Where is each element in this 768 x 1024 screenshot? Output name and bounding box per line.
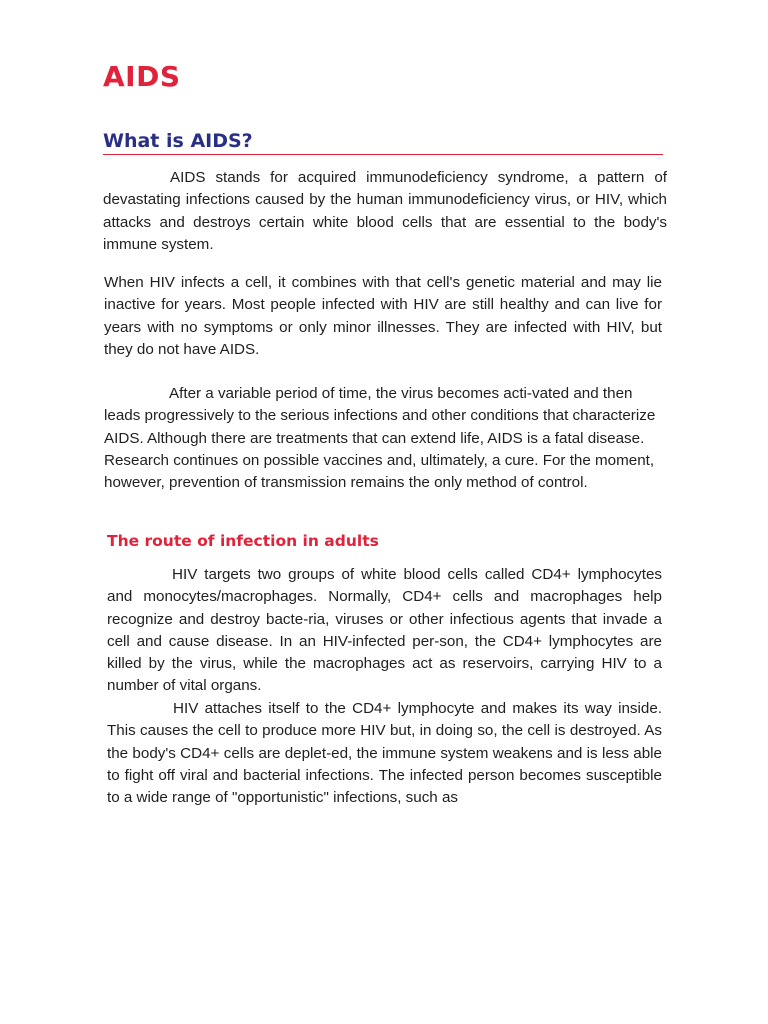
subsection-heading-route-of-infection: The route of infection in adults (107, 532, 379, 550)
paragraph-latency: When HIV infects a cell, it combines with that cell's genetic material and may lie inactive for years. Most people infected with HIV are still healthy and can live for years with no symptoms or only minor illnesses. They are infected with HIV, but they do not have AIDS. (104, 274, 662, 358)
paragraph-target-cells: HIV targets two groups of white blood cells called CD4+ lymphocytes and monocytes/macrophages. Normally, CD4+ cells and macrophages help recognize and destroy bacte-ria, viruses or other infectious agents that invade a cell and cause disease. In an HIV-infected per-son, the CD4+ lymphocytes are killed by the virus, while the macrophages act as reservoirs, carrying HIV to a number of vital organs. (107, 566, 662, 695)
paragraph-definition: AIDS stands for acquired immunodeficiency syndrome, a pattern of devastating infections caused by the human immunodeficiency virus, or HIV, which attacks and destroys certain white blood cells that are essential to the body's immune system. (103, 169, 667, 253)
paragraph-cell-destruction: HIV attaches itself to the CD4+ lymphocyte and makes its way inside. This causes the cell to produce more HIV but, in doing so, the cell is destroyed. As the body's CD4+ cells are deplet-ed, the immune system weakens and is less able to fight off viral and bacterial infections. The infected person becomes susceptible to a wide range of "opportunistic" infections, such as (107, 700, 662, 807)
document-title: AIDS (103, 60, 181, 93)
section-heading-what-is-aids: What is AIDS? (103, 130, 663, 155)
paragraph-progression: After a variable period of time, the virus becomes acti-vated and then leads progressively to the serious infections and other conditions that characterize AIDS. Although there are treatments that can extend life, AIDS is a fatal disease. Research continues on possible vaccines and, ultimately, a cure. For the moment, however, prevention of transmission remains the only method of control. (104, 385, 656, 492)
